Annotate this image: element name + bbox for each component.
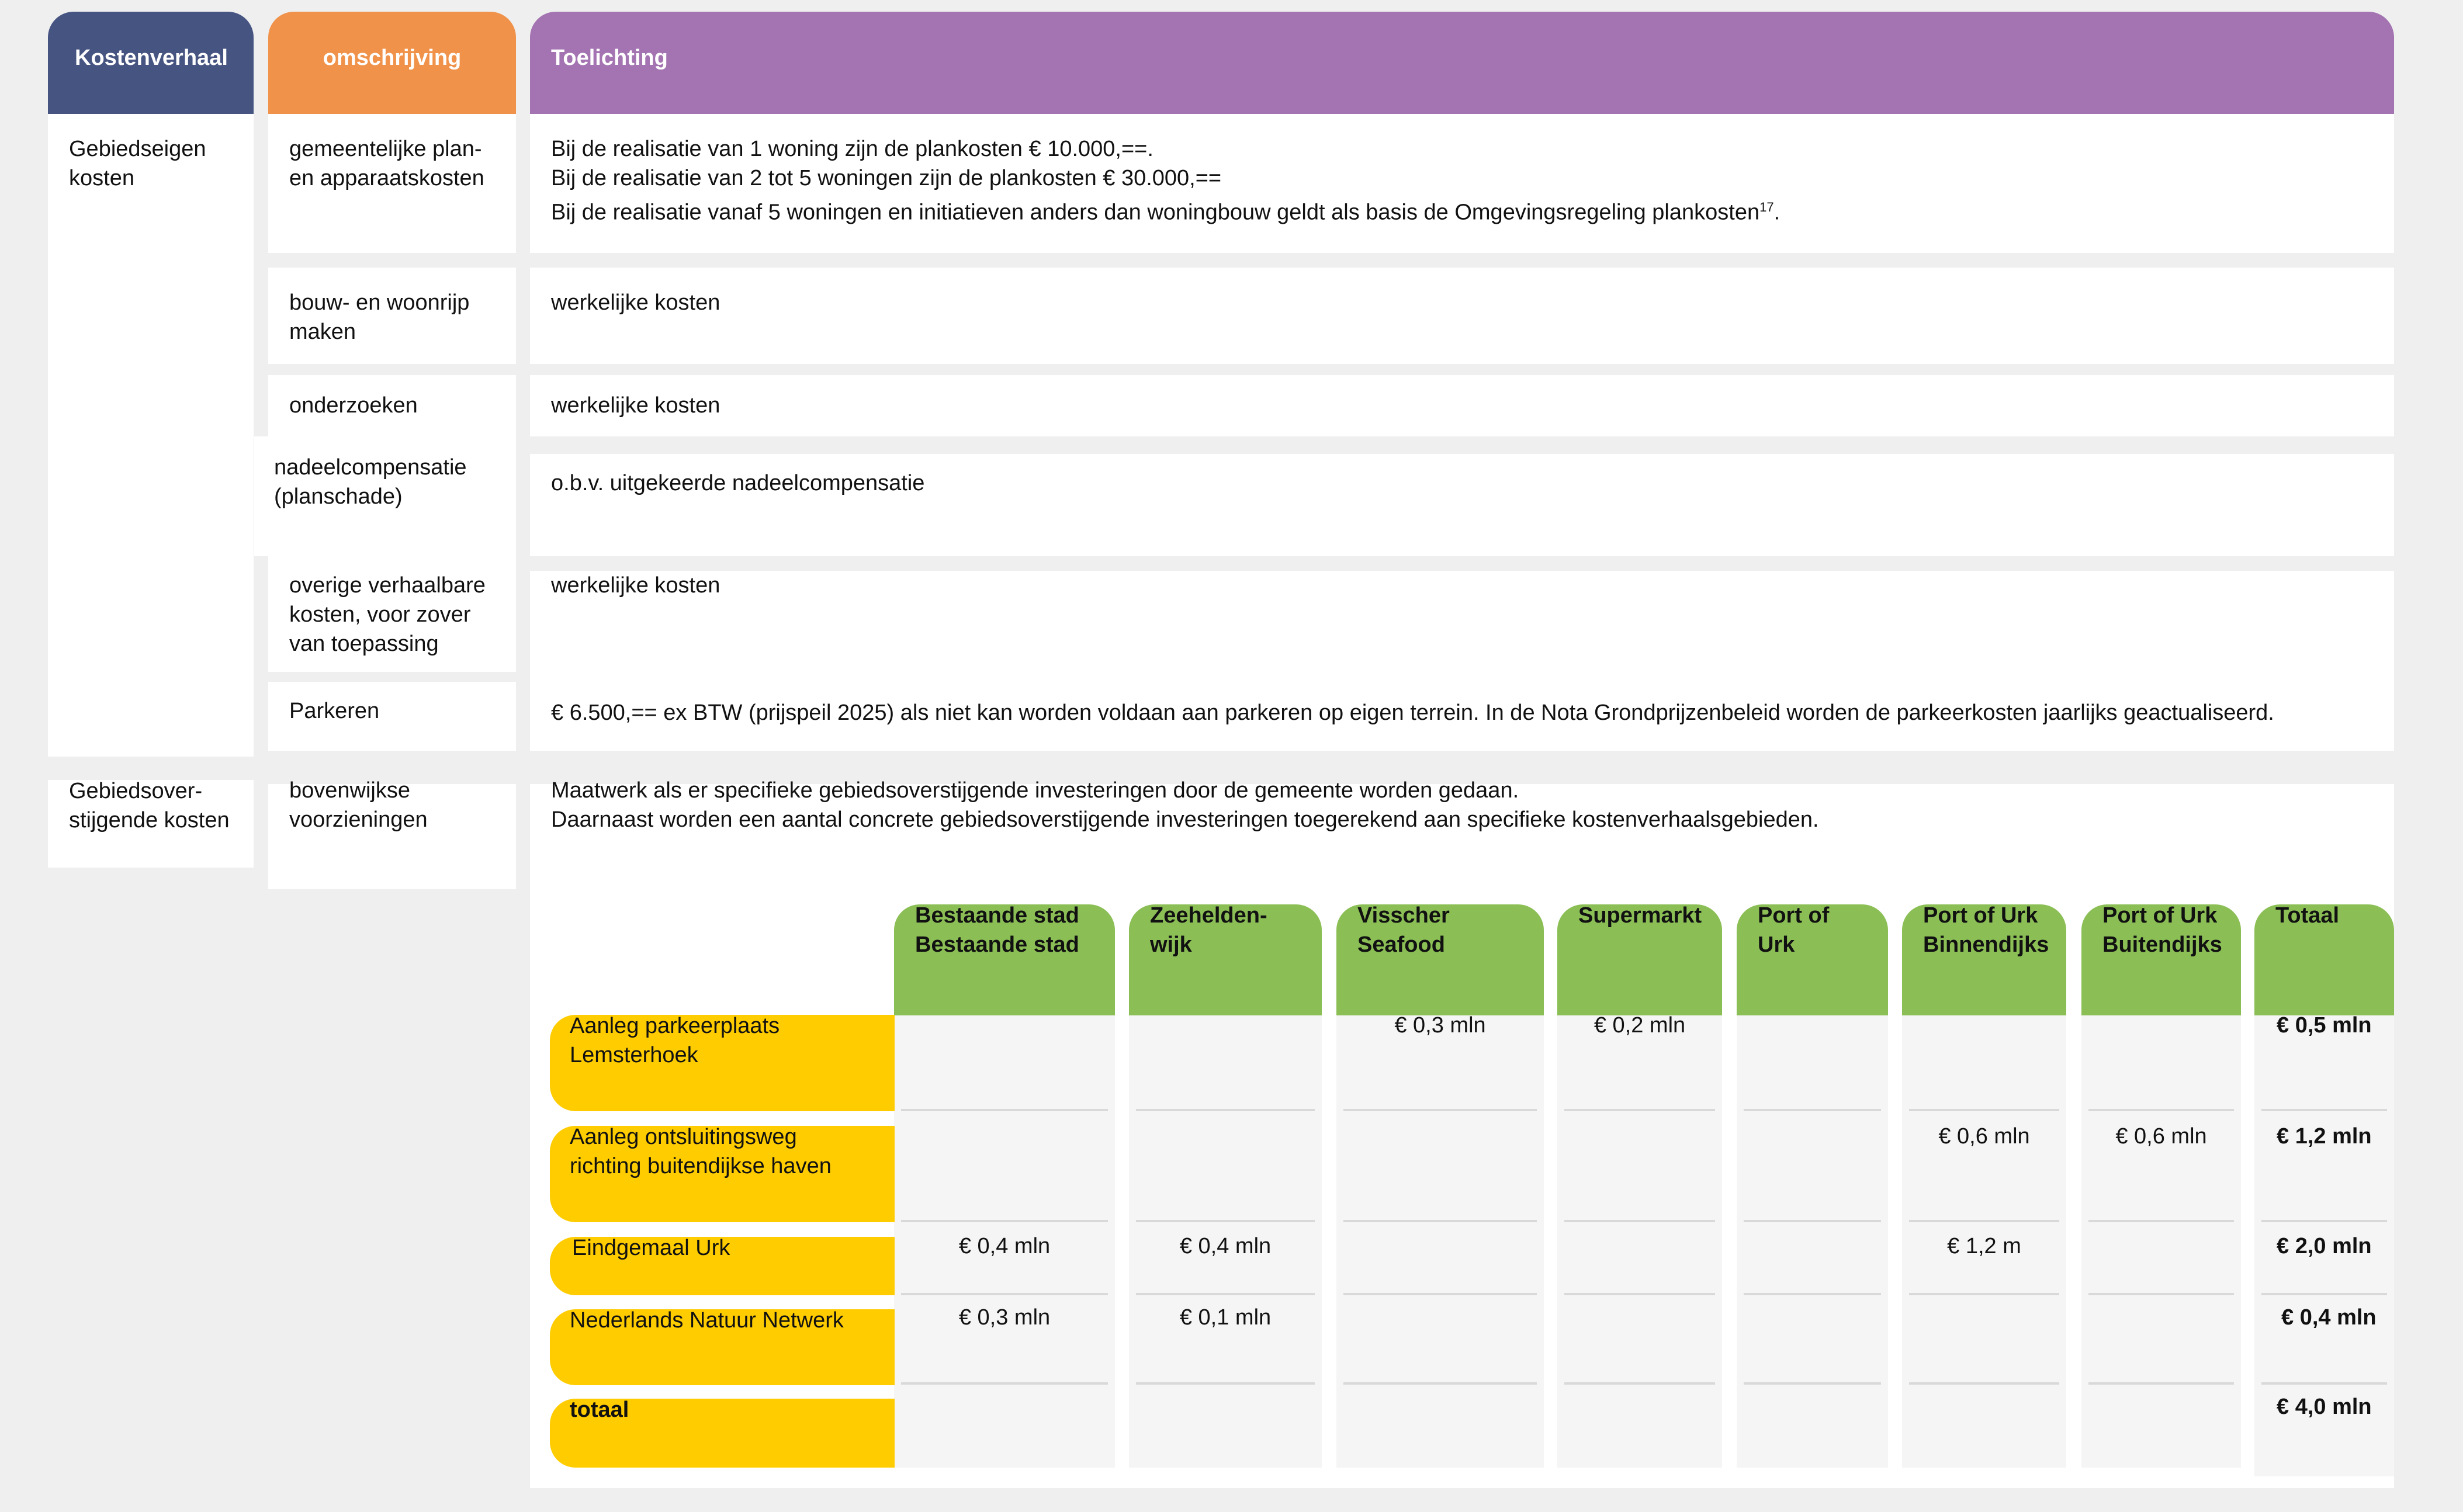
header-omschrijving-label: omschrijving	[323, 46, 462, 70]
row-separator	[901, 1293, 1108, 1295]
value-cell: € 0,4 mln	[958, 1234, 1051, 1258]
colhead-totaal	[2254, 904, 2394, 1015]
omschrijving-text: onderzoeken	[289, 393, 418, 418]
row-separator	[901, 1109, 1108, 1111]
category-gebiedseigen	[48, 114, 254, 757]
colhead-label: Port of Urk	[1758, 903, 1830, 957]
colhead-label: Visscher Seafood	[1357, 903, 1450, 957]
toelichting-line: werkelijke kosten	[551, 393, 720, 418]
row-separator	[901, 1382, 1108, 1385]
omschrijving-row-3	[268, 375, 516, 436]
header-kostenverhaal-label: Kostenverhaal	[75, 46, 228, 70]
column-visscher-seafood	[1336, 1015, 1544, 1468]
row-separator	[1564, 1382, 1715, 1385]
row-separator	[1909, 1109, 2059, 1111]
rowlabel-text: Nederlands Natuur Netwerk	[570, 1308, 844, 1333]
value-cell: € 0,4 mln	[1179, 1234, 1272, 1258]
row-separator	[1343, 1220, 1537, 1222]
row-separator	[2261, 1382, 2387, 1385]
value-cell: € 1,2 m	[1947, 1234, 2021, 1258]
toelichting-line: o.b.v. uitgekeerde nadeelcompensatie	[551, 471, 925, 495]
value-cell: € 0,3 mln	[1394, 1013, 1486, 1038]
rowlabel-parkeerplaats	[550, 1015, 895, 1111]
footnote-marker: 17	[1759, 200, 1774, 214]
value-cell: € 0,6 mln	[2115, 1124, 2207, 1149]
toelichting-line: Daarnaast worden een aantal concrete gebiedsoverstijgende investeringen toegerekend aan specifieke kostenverhaalsgebieden.	[551, 807, 1819, 832]
rowlabel-eindgemaal	[550, 1237, 895, 1295]
colhead-bestaande-stad	[894, 904, 1115, 1015]
row-separator	[1136, 1293, 1315, 1295]
row-separator	[1564, 1293, 1715, 1295]
omschrijving-row-1	[268, 114, 516, 253]
row-separator	[1343, 1382, 1537, 1385]
colhead-label: Port of Urk Binnendijks	[1923, 903, 2049, 957]
value-total: € 4,0 mln	[2277, 1395, 2372, 1419]
omschrijving-text: nadeelcompensatie (planschade)	[274, 455, 467, 509]
omschrijving-text: Parkeren	[289, 699, 380, 723]
colhead-label: Port of Urk Buitendijks	[2102, 903, 2222, 957]
toelichting-row-1	[530, 114, 2394, 253]
row-separator	[901, 1220, 1108, 1222]
toelichting-line-text: Bij de realisatie vanaf 5 woningen en initiatieven anders dan woningbouw geldt als basis de Omgevingsregeling plankosten	[551, 200, 1760, 225]
value-total: € 0,5 mln	[2277, 1013, 2372, 1038]
row-separator	[1564, 1220, 1715, 1222]
colhead-visscher-seafood	[1336, 904, 1544, 1015]
row-separator	[1744, 1382, 1881, 1385]
row-separator	[1909, 1220, 2059, 1222]
omschrijving-text: gemeentelijke plan-en apparaatskosten	[289, 137, 484, 190]
omschrijving-row-2	[268, 268, 516, 364]
category-gebiedseigen-label: Gebiedseigen kosten	[69, 137, 206, 190]
value-cell: € 0,6 mln	[1938, 1124, 2030, 1149]
header-toelichting-label: Toelichting	[551, 46, 668, 70]
colhead-supermarkt	[1557, 904, 1722, 1015]
value-cell: € 0,2 mln	[1593, 1013, 1686, 1038]
period: .	[1773, 200, 1780, 225]
row-separator	[2261, 1220, 2387, 1222]
toelichting-line	[551, 193, 2373, 227]
toelichting-line: werkelijke kosten	[551, 290, 720, 315]
row-separator	[2088, 1382, 2234, 1385]
row-separator	[2261, 1293, 2387, 1295]
rowlabel-text: Eindgemaal Urk	[572, 1236, 730, 1260]
row-separator	[2261, 1109, 2387, 1111]
colhead-label: Bestaande stad Bestaande stad	[915, 903, 1079, 957]
row-separator	[1744, 1220, 1881, 1222]
toelichting-line: werkelijke kosten	[551, 573, 720, 598]
toelichting-line: € 6.500,== ex BTW (prijspeil 2025) als niet kan worden voldaan aan parkeren op eigen terrein. In de Nota Grondprijzenbeleid worden de parkeerkosten jaarlijks geactualiseerd.	[551, 700, 2274, 725]
colhead-label: Zeehelden-wijk	[1150, 903, 1267, 957]
toelichting-line: Bij de realisatie van 1 woning zijn de plankosten € 10.000,==.	[551, 137, 1153, 161]
colhead-port-of-urk	[1737, 904, 1888, 1015]
row-separator	[1744, 1109, 1881, 1111]
colhead-port-buitendijks	[2081, 904, 2241, 1015]
row-separator	[1909, 1382, 2059, 1385]
omschrijving-text: overige verhaalbare kosten, voor zover van toepassing	[289, 573, 486, 656]
value-cell: € 0,3 mln	[958, 1305, 1051, 1330]
row-separator	[1136, 1109, 1315, 1111]
rowlabel-text: totaal	[570, 1397, 629, 1422]
row-separator	[1136, 1382, 1315, 1385]
omschrijving-row-7	[268, 778, 516, 889]
toelichting-row-4	[530, 454, 2394, 556]
omschrijving-text: bovenwijkse voorzieningen	[289, 778, 428, 832]
value-total: € 0,4 mln	[2281, 1305, 2377, 1330]
row-separator	[2088, 1293, 2234, 1295]
toelichting-line: Maatwerk als er specifieke gebiedsoverstijgende investeringen door de gemeente worden gedaan.	[551, 778, 1519, 803]
omschrijving-row-5	[268, 556, 516, 672]
toelichting-row-3	[530, 375, 2394, 436]
column-supermarkt	[1557, 1015, 1722, 1468]
header-kostenverhaal	[48, 12, 254, 114]
omschrijving-row-6	[268, 682, 516, 751]
value-total: € 1,2 mln	[2277, 1124, 2372, 1149]
row-separator	[1136, 1220, 1315, 1222]
colhead-label: Supermarkt	[1578, 903, 1702, 928]
row-separator	[1343, 1293, 1537, 1295]
header-omschrijving	[268, 12, 516, 114]
row-separator	[2088, 1220, 2234, 1222]
rowlabel-text: Aanleg parkeerplaats Lemsterhoek	[570, 1014, 780, 1067]
row-separator	[1343, 1109, 1537, 1111]
rowlabel-totaal	[550, 1399, 895, 1468]
colhead-port-binnendijks	[1902, 904, 2066, 1015]
row-separator	[1744, 1293, 1881, 1295]
row-separator	[1564, 1109, 1715, 1111]
row-separator	[2088, 1109, 2234, 1111]
category-gebiedsoverstijgend-label: Gebiedsover-stijgende kosten	[69, 779, 230, 833]
omschrijving-row-4	[254, 436, 516, 556]
rowlabel-text: Aanleg ontsluitingsweg richting buitendijkse haven	[570, 1125, 832, 1178]
column-port-of-urk	[1737, 1015, 1888, 1468]
omschrijving-text: bouw- en woonrijp maken	[289, 290, 470, 344]
colhead-zeeheldenwijk	[1129, 904, 1322, 1015]
toelichting-row-2	[530, 268, 2394, 364]
value-cell: € 0,1 mln	[1179, 1305, 1272, 1330]
value-total: € 2,0 mln	[2277, 1234, 2372, 1258]
rowlabel-ontsluitingsweg	[550, 1126, 895, 1222]
row-separator	[1909, 1293, 2059, 1295]
column-port-buitendijks	[2081, 1015, 2241, 1468]
colhead-label: Totaal	[2275, 903, 2340, 928]
header-toelichting	[530, 12, 2394, 114]
toelichting-line: Bij de realisatie van 2 tot 5 woningen zijn de plankosten € 30.000,==	[551, 166, 1222, 190]
toelichting-row-6	[551, 698, 2374, 727]
category-gebiedsoverstijgend	[48, 780, 254, 868]
rowlabel-natuurnetwerk	[550, 1309, 895, 1385]
